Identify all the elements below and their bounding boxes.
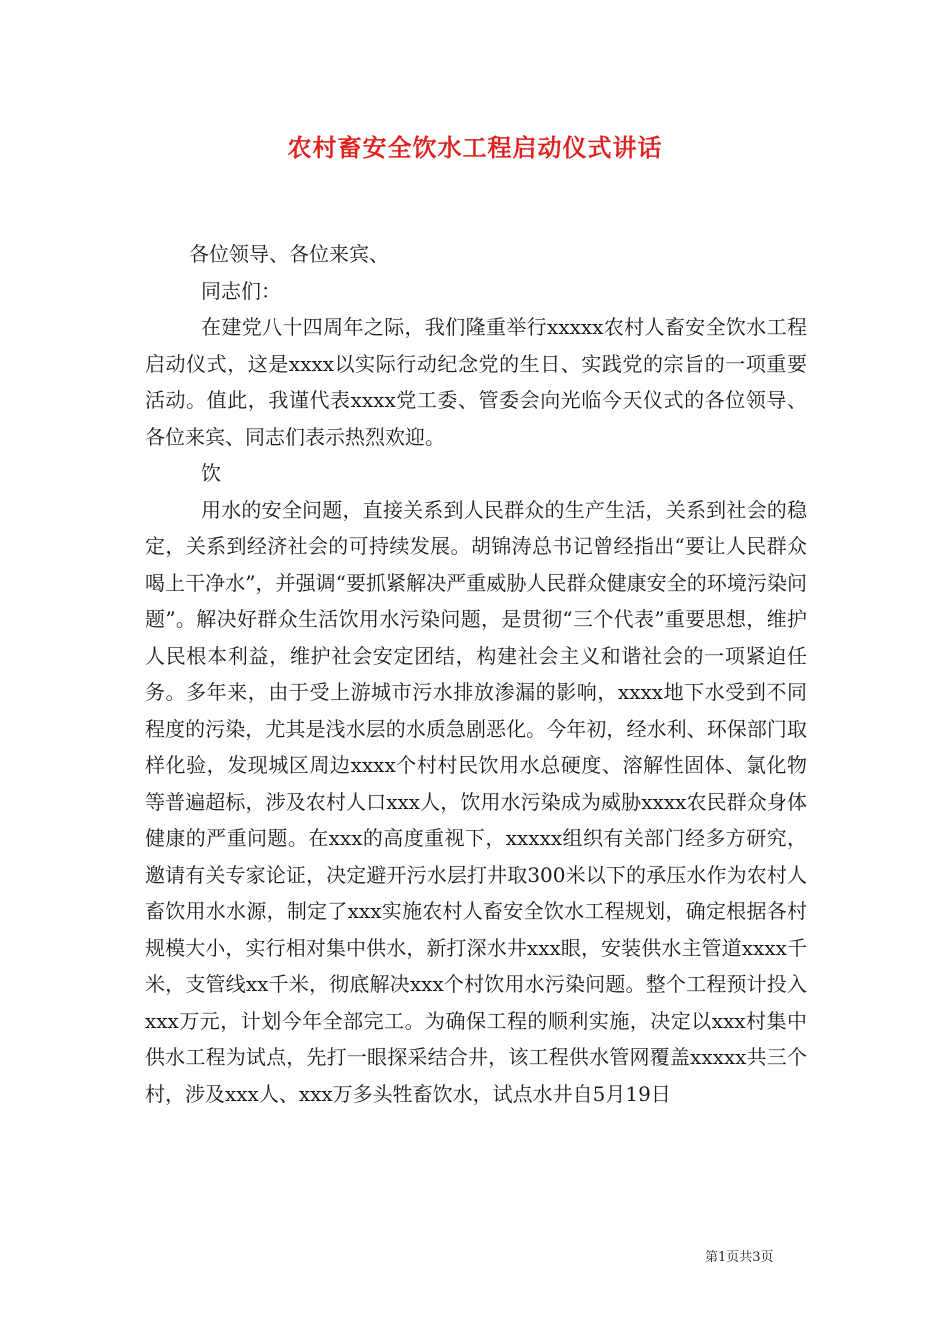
paragraph: 用水的安全问题，直接关系到人民群众的生产生活，关系到社会的稳定，关系到经济社会的可持续发展。胡锦涛总书记曾经指出“要让人民群众喝上干净水”，并强调“要抓紧解决严重威胁人民群众健康安全的环境污染问题”。解决好群众生活饮用水污染问题，是贯彻“三个代表”重要思想，维护人民根本利益，维护社会安定团结，构建社会主义和谐社会的一项紧迫任务。多年来，由于受上游城市污水排放渗漏的影响，xxxx地下水受到不同程度的污染，尤其是浅水层的水质急剧恶化。今年初，经水利、环保部门取样化验，发现城区周边xxxx个村村民饮用水总硬度、溶解性固体、氯化物等普遍超标，涉及农村人口xxx人，饮用水污染成为威胁xxxx农民群众身体健康的严重问题。在xxx的高度重视下，xxxxx组织有关部门经多方研究，邀请有关专家论证，决定避开污水层打井取300米以下的承压水作为农村人畜饮用水水源，制定了xxx实施农村人畜安全饮水工程规划，确定根据各村规模大小，实行相对集中供水，新打深水井xxx眼，安装供水主管道xxxx千米，支管线xx千米，彻底解决xxx个村饮用水污染问题。整个工程预计投入xxx万元，计划今年全部完工。为确保工程的顺利实施，决定以xxx村集中供水工程为试点，先打一眼探采结合井，该工程供水管网覆盖xxxxx共三个村，涉及xxx人、xxx万多头牲畜饮水，试点水井自5月19日 — [145, 497, 807, 1106]
document-body — [145, 236, 807, 1112]
document-title: 农村畜安全饮水工程启动仪式讲话 — [287, 133, 663, 162]
salutation-line: 同志们： — [201, 278, 281, 303]
page-number: 第1页共3页 — [705, 1250, 774, 1265]
paragraph: 在建党八十四周年之际，我们隆重举行xxxxx农村人畜安全饮水工程启动仪式，这是xxxx以实际行动纪念党的生日、实践党的宗旨的一项重要活动。值此，我谨代表xxxx党工委、管委会向光临今天仪式的各位领导、各位来宾、同志们表示热烈欢迎。 — [145, 315, 807, 449]
paragraph: 饮 — [201, 461, 221, 485]
salutation-line: 各位领导、各位来宾、 — [189, 242, 389, 266]
